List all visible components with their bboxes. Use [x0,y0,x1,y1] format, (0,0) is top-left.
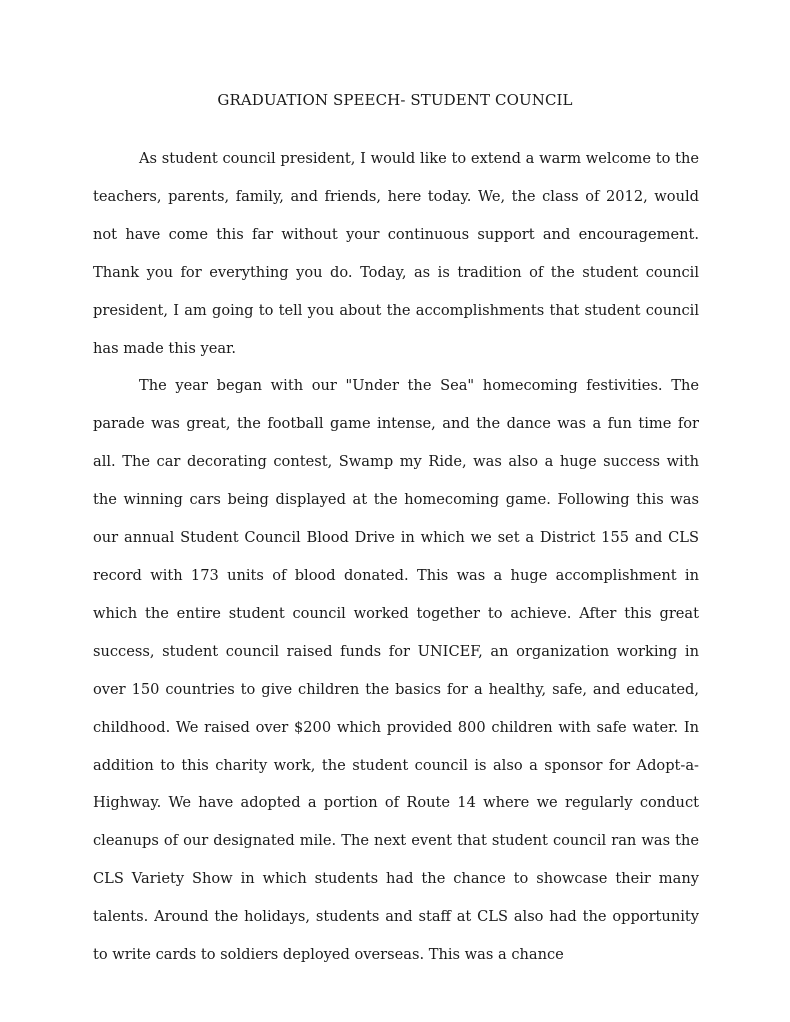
paragraph-accomplishments: The year began with our "Under the Sea" homecoming festivities. The parade was great, the football game intense, and the dance was a fun time for all. The car decorating contest, Swamp my Ride, was also a huge success with the winning cars being displayed at the homecoming game. Following this was our annual Student Council Blood Drive in which we set a District 155 and CLS record with 173 units of blood donated. This was a huge accomplishment in which the entire student council worked together to achieve. After this great success, student council raised funds for UNICEF, an organization working in over 150 countries to give children the basics for a healthy, safe, and educated, childhood. We raised over $200 which provided 800 children with safe water. In addition to this charity work, the student council is also a sponsor for Adopt-a-Highway. We have adopted a portion of Route 14 where we regularly conduct cleanups of our designated mile. The next event that student council ran was the CLS Variety Show in which students had the chance to showcase their many talents. Around the holidays, students and staff at CLS also had the opportunity to write cards to soldiers deployed overseas. This was a chance [93,377,699,964]
document-body [93,140,699,974]
paragraph-welcome: As student council president, I would like to extend a warm welcome to the teachers, parents, family, and friends, here today. We, the class of 2012, would not have come this far without your continuous support and encouragement. Thank you for everything you do. Today, as is tradition of the student council president, I am going to tell you about the accomplishments that student council has made this year. [93,150,699,357]
document-title: GRADUATION SPEECH- STUDENT COUNCIL [217,91,573,109]
